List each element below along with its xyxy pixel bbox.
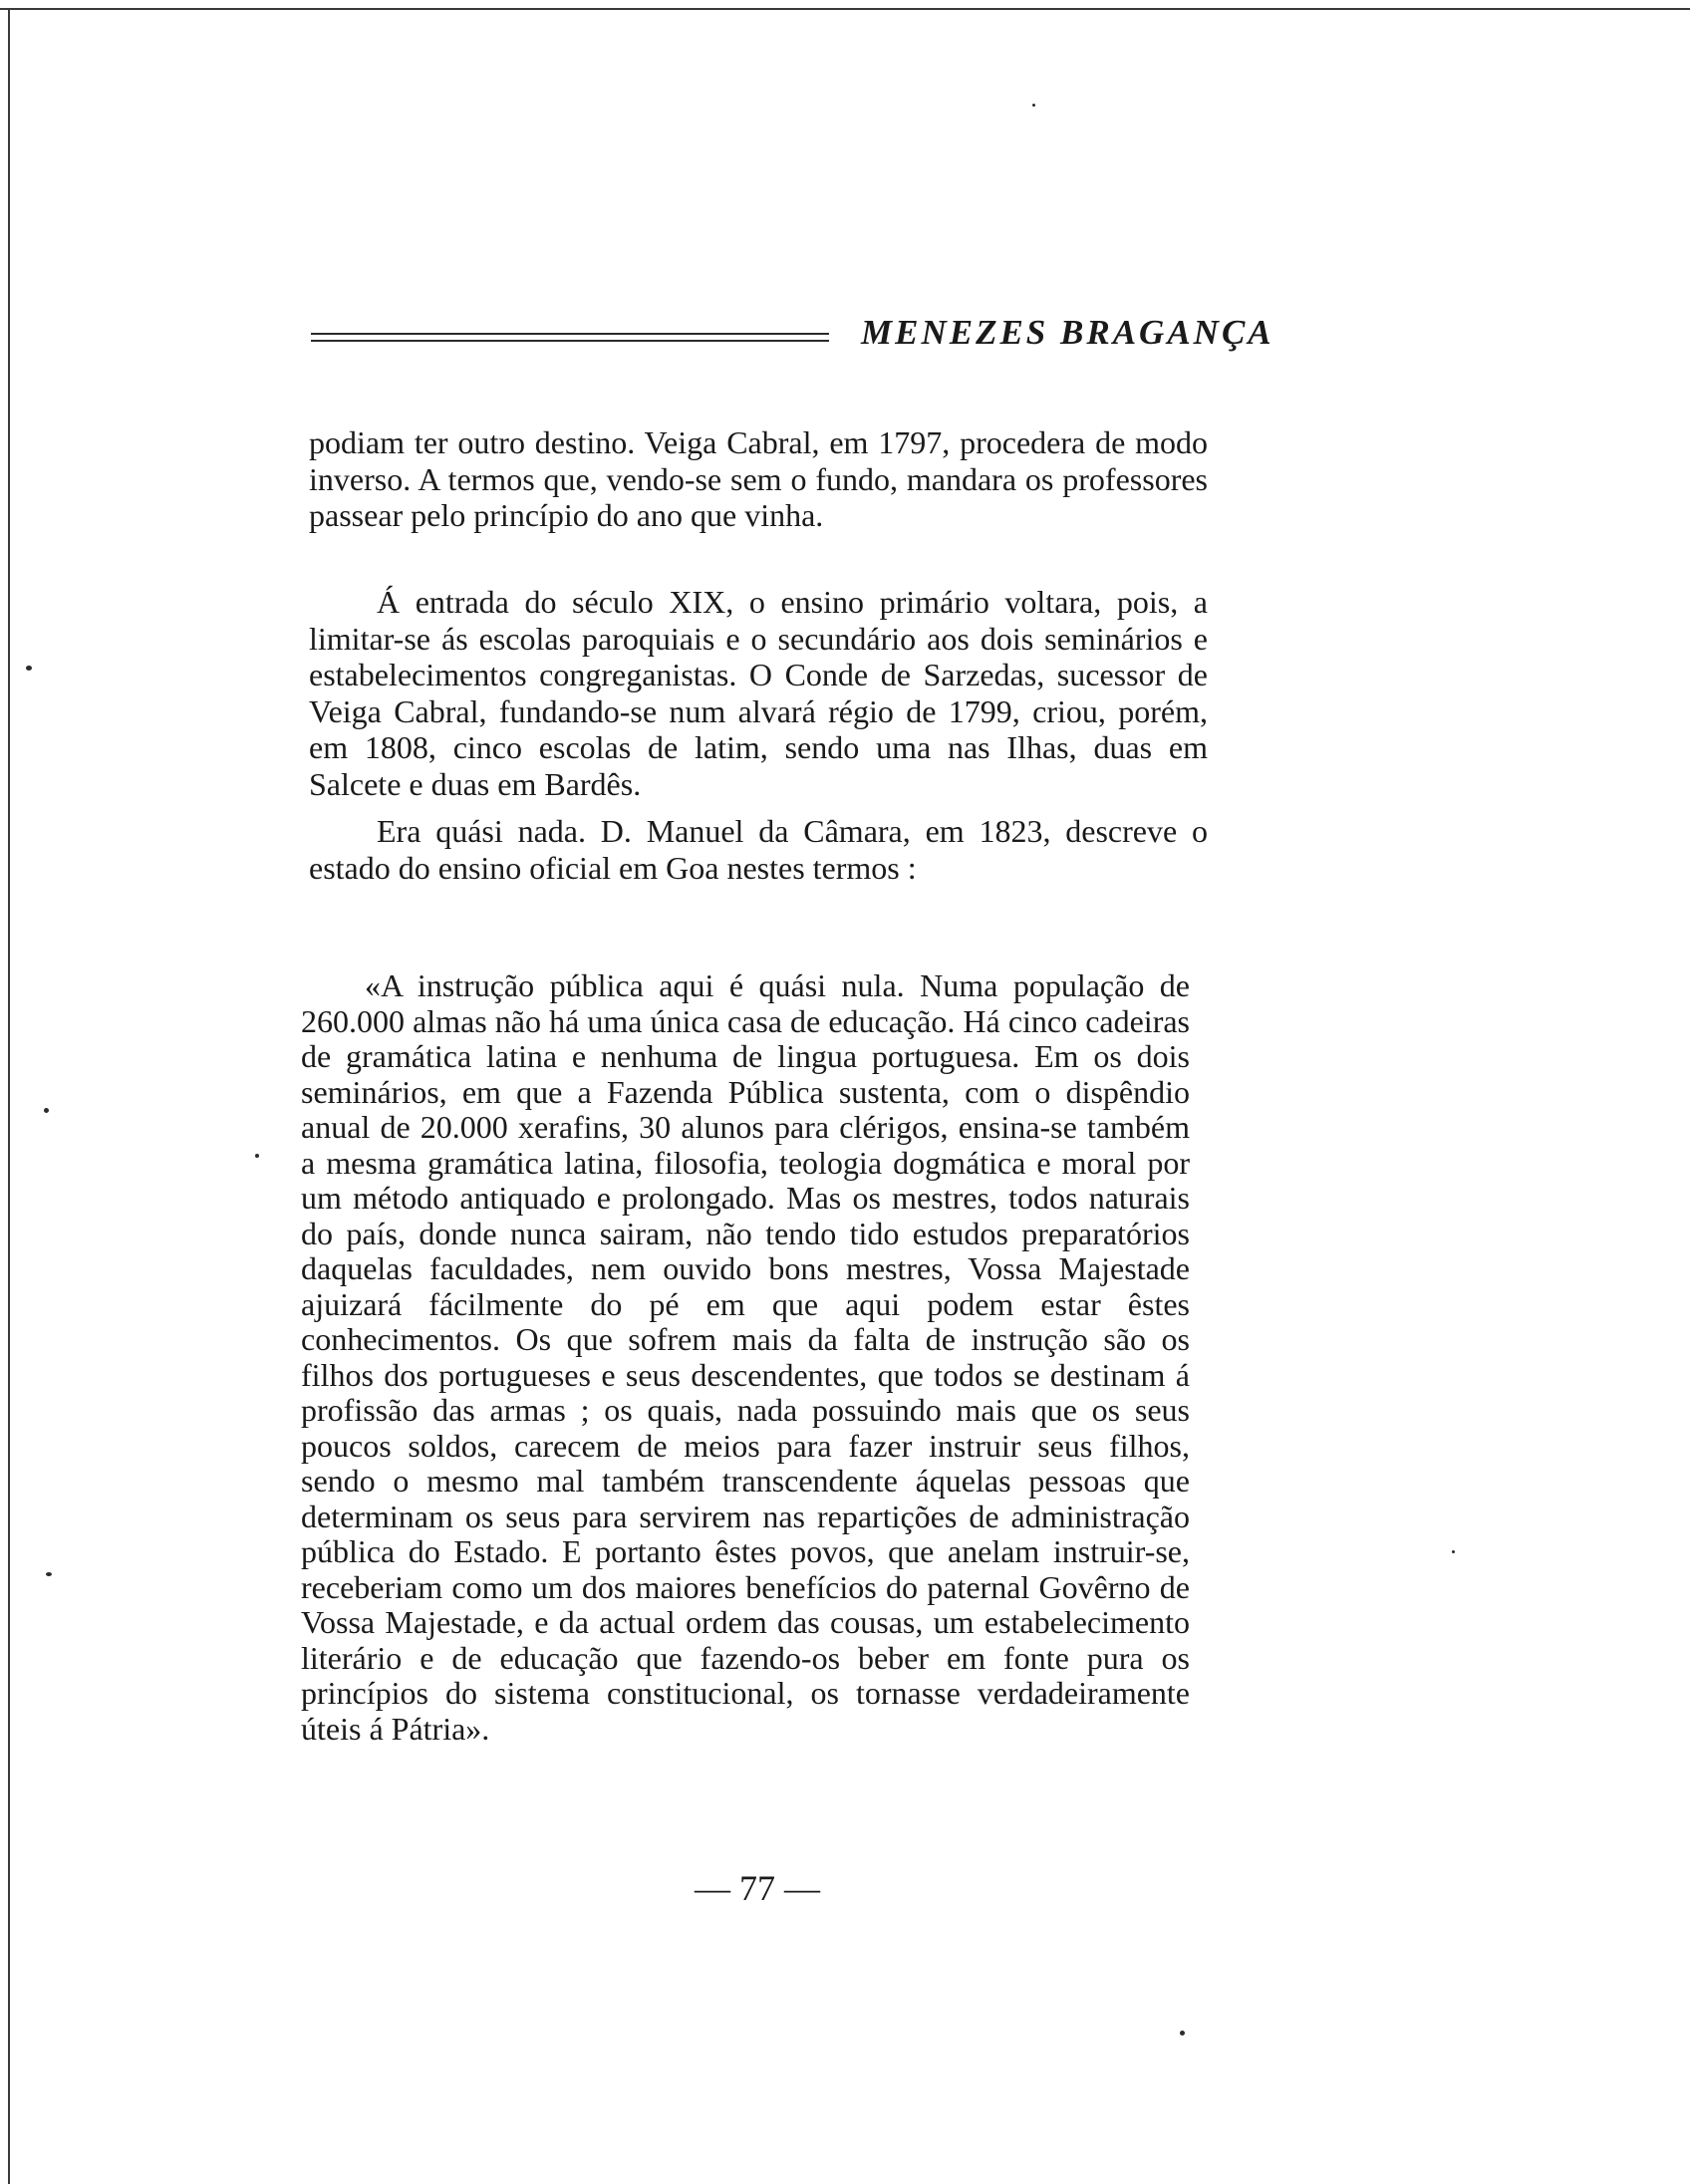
header-rule: [311, 340, 829, 342]
paragraph: [309, 424, 1208, 534]
paragraph: [309, 584, 1208, 802]
quote-text: «A instrução pública aqui é quási nula. Numa população de 260.000 almas não há uma única casa de educação. Há cinco cadeiras de gramática latina e nenhuma de lingua portuguesa. Em os dois seminários, em que a Fazenda Pública sustenta, com o dispêndio anual de 20.000 xerafins, 30 alunos para clérigos, ensina-se também a mesma gramática latina, filosofia, teologia dogmática e moral por um método antiquado e prolongado. Mas os mestres, todos naturais do país, donde nunca sairam, não tendo tido estudos preparatórios daquelas faculdades, nem ouvido bons mestres, Vossa Majestade ajuizará fácilmente do pé em que aqui podem estar êstes conhecimentos. Os que sofrem mais da falta de instrução são os filhos dos portugueses e seus descendentes, que todos se destinam á profissão das armas ; os quais, nada possuindo mais que os seus poucos soldos, carecem de meios para fazer instruir seus filhos, sendo o mesmo mal também transcendente áquelas pessoas que determinam os seus para servirem nas repartições de administração pública do Estado. E portanto êstes povos, que anelam instruir-se, receberiam como um dos maiores benefícios do paternal Govêrno de Vossa Majestade, e da actual ordem das cousas, um estabelecimento literário e de educação que fazendo-os beber em fonte pura os princípios do sistema constitucional, os tornasse verdadeiramente úteis á Pátria».: [301, 967, 1190, 1747]
paragraph-text: podiam ter outro destino. Veiga Cabral, em 1797, procedera de modo inverso. A termos que, vendo-se sem o fundo, mandara os professores passear pelo princípio do ano que vinha.: [309, 424, 1208, 533]
scan-speck: [44, 1108, 49, 1113]
scan-edge-left: [8, 8, 10, 2184]
running-head: MENEZES BRAGANÇA: [861, 313, 1274, 352]
paragraph: [309, 813, 1208, 886]
scan-edge-top: [0, 8, 1690, 10]
scan-speck: [1032, 104, 1035, 107]
scan-speck: [46, 1572, 52, 1576]
paragraph-text: Era quási nada. D. Manuel da Câmara, em 1823, descreve o estado do ensino oficial em Goa nestes termos :: [309, 813, 1208, 886]
paragraph-text: Á entrada do século XIX, o ensino primário voltara, pois, a limitar-se ás escolas paroquiais e o secundário aos dois seminários e estabelecimentos congreganistas. O Conde de Sarzedas, sucessor de Veiga Cabral, fundando-se num alvará régio de 1799, criou, porém, em 1808, cinco escolas de latim, sendo uma nas Ilhas, duas em Salcete e duas em Bardês.: [309, 584, 1208, 802]
header-rule: [311, 333, 829, 335]
scan-speck: [26, 666, 32, 671]
page-number: — 77 —: [695, 1868, 820, 1908]
scan-speck: [1180, 2031, 1185, 2036]
scan-speck: [1452, 1550, 1455, 1553]
block-quote: [301, 968, 1190, 1747]
scan-speck: [255, 1154, 259, 1158]
